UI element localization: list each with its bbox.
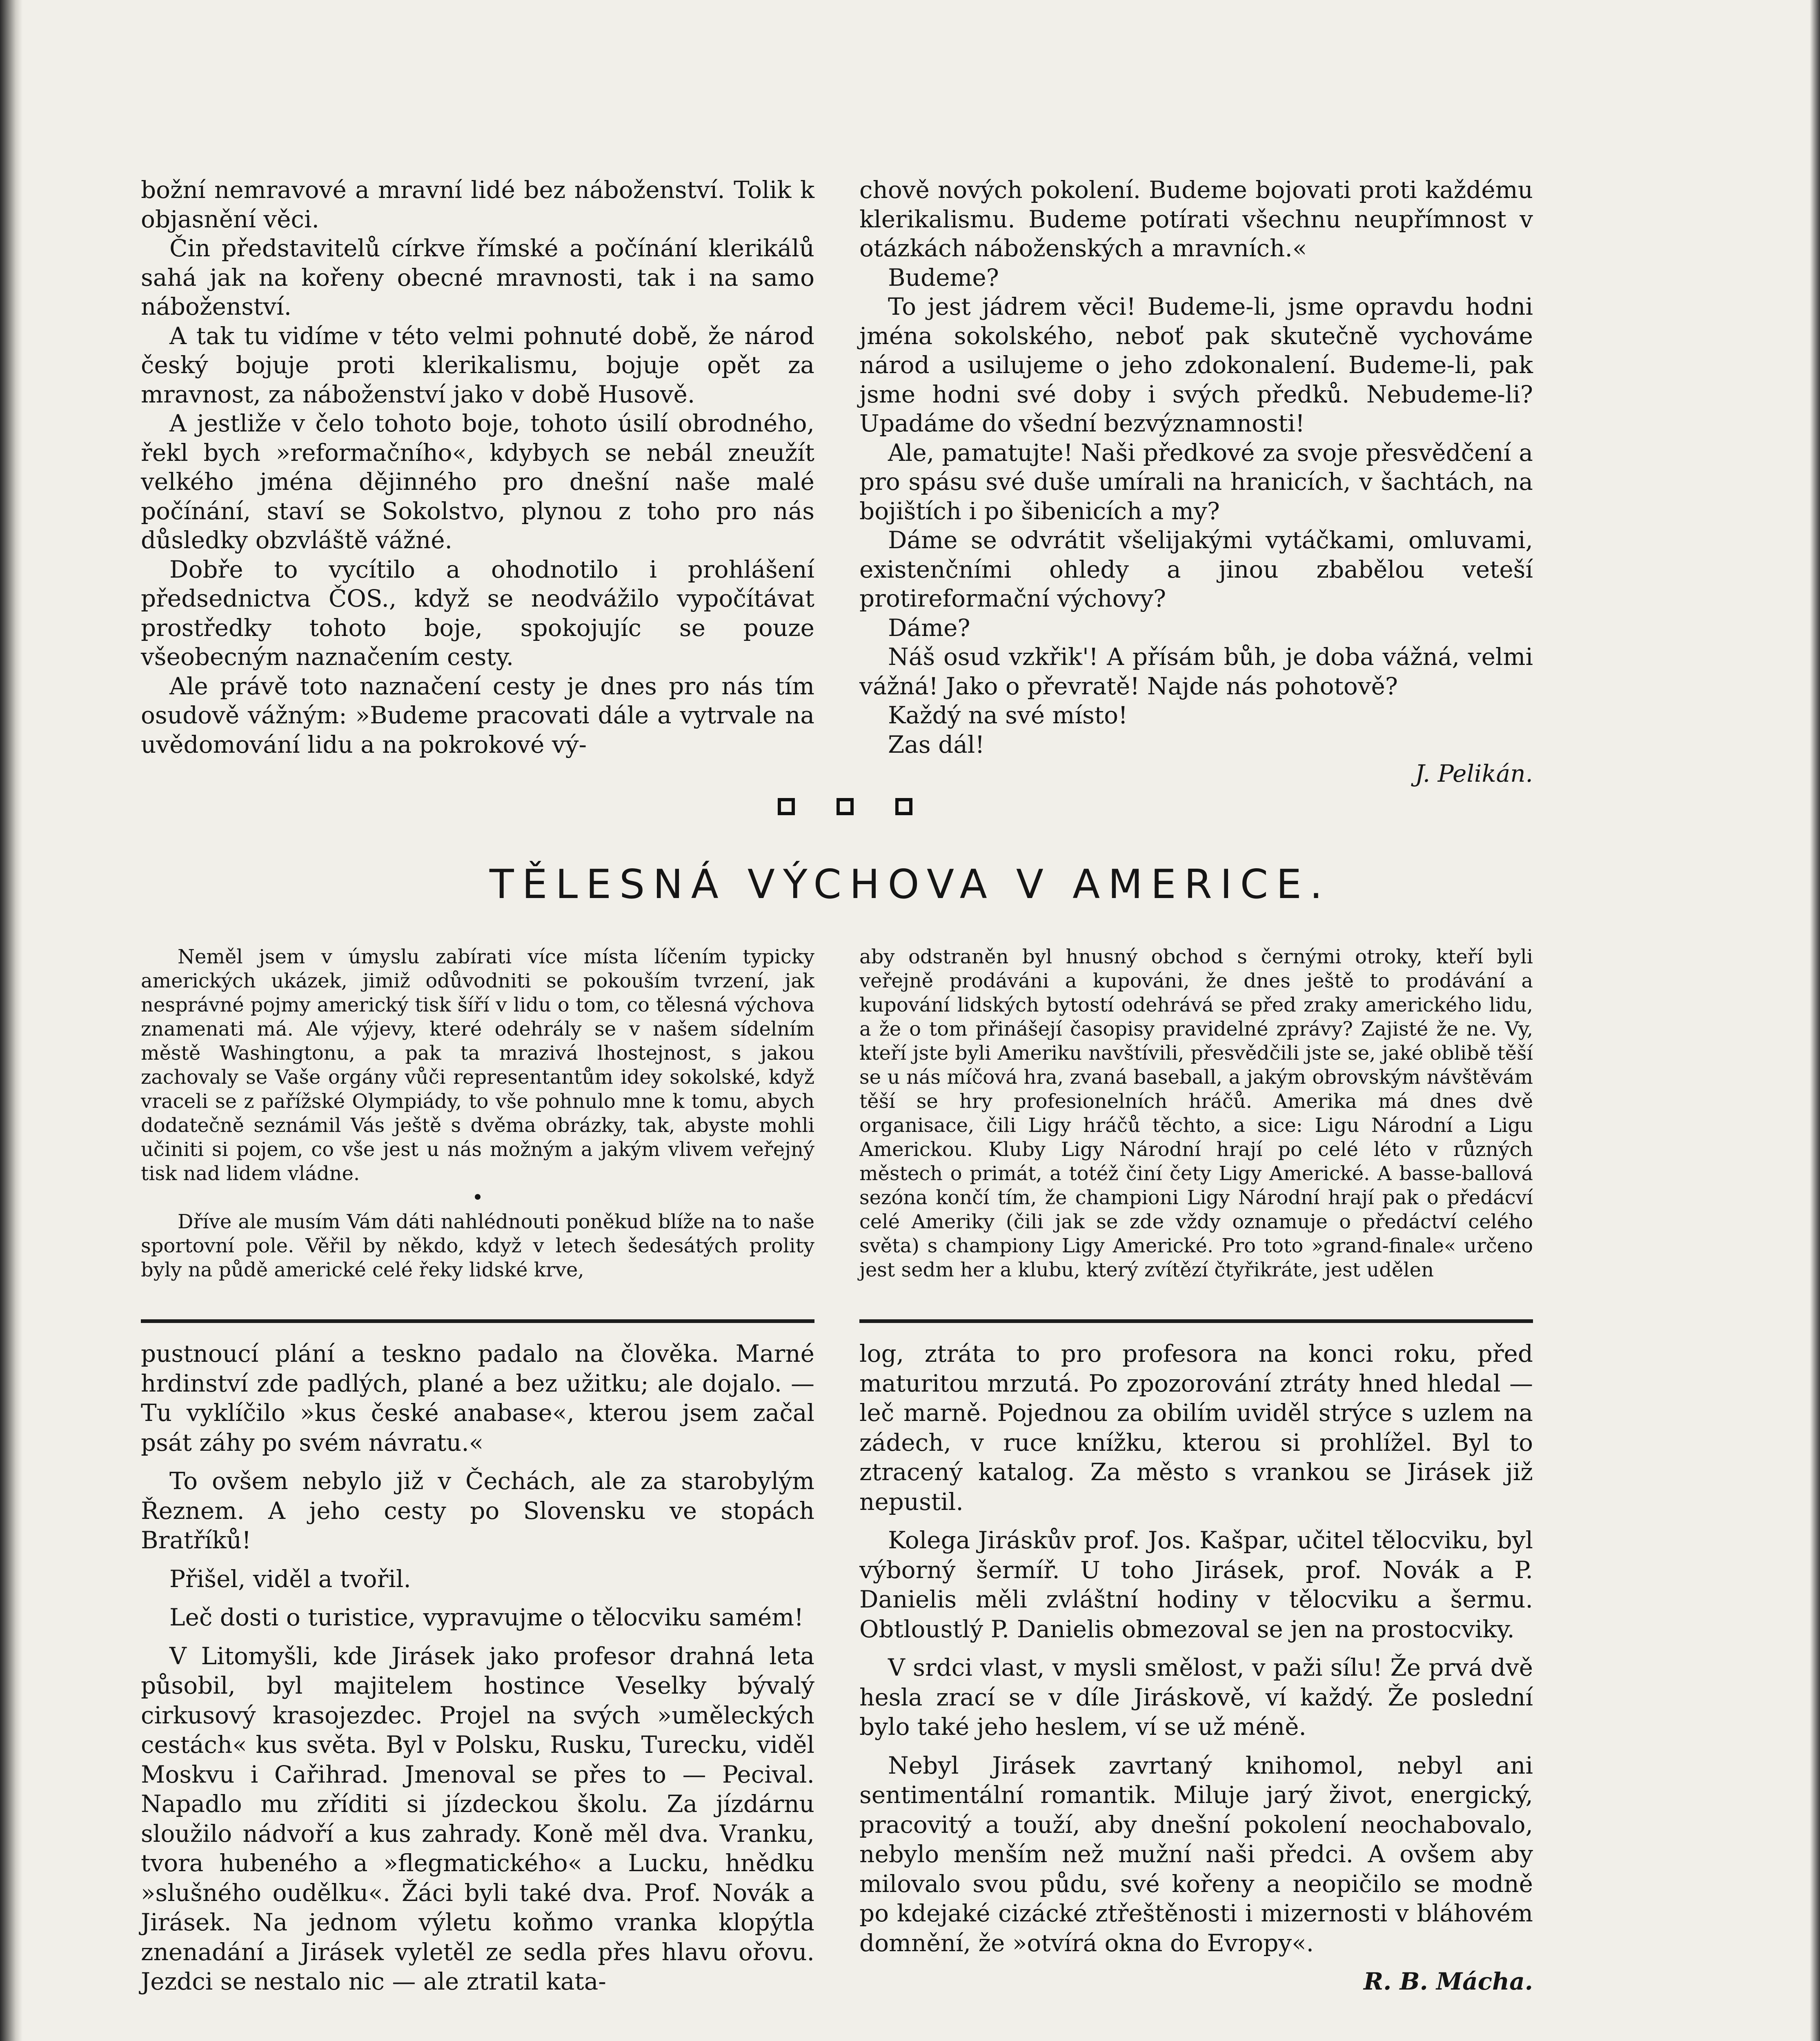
scan-edge-left bbox=[0, 0, 22, 2041]
paragraph: Budeme? bbox=[888, 263, 999, 291]
paragraph: Ale právě toto naznačení cesty je dnes pro nás tím osudově vážným: »Budeme pracovati dále a vytrvale na uvědomování lidu a na pokrokové vý- bbox=[141, 672, 814, 758]
paragraph: To jest jádrem věci! Budeme-li, jsme opravdu hodni jména sokolského, neboť pak skutečně vychováme národ a usilujeme o jeho zdokonalení. Budeme-li, pak jsme hodni své doby i svých předků. Nebudeme-li? Upadáme do všední bezvýznamnosti! bbox=[859, 293, 1533, 437]
paragraph: Čin představitelů církve římské a počínání klerikálů sahá jak na kořeny obecné mravnosti, tak i na samo náboženství. bbox=[141, 234, 814, 320]
paragraph: V srdci vlast, v mysli smělost, v paži sílu! Že prvá dvě hesla zrací se v díle Jiráskově, ví každý. Že poslední bylo také jeho heslem, ví se už méně. bbox=[859, 1654, 1533, 1741]
section3-right-column bbox=[859, 1339, 1533, 1995]
square-ornament-icon bbox=[837, 798, 854, 815]
paragraph: Nebyl Jirásek zavrtaný knihomol, nebyl ani sentimentální romantik. Miluje jarý život, energický, pracovitý a touží, aby dnešní pokolení neochabovalo, nebylo menším než mužní naši předci. A ovšem aby milovalo svou půdu, své kořeny a neopičilo se modně po kdejaké cizácké ztřeštěnosti i mizernosti v bláhovém domnění, že »otvírá okna do Evropy«. bbox=[859, 1751, 1533, 1957]
section3-left-column bbox=[141, 1339, 814, 1995]
author-signature: R. B. Mácha. bbox=[1363, 1968, 1533, 1995]
paragraph: Dáme se odvrátit všelijakými vytáčkami, omluvami, existenčními ohledy a jinou zbabělou veteší protireformační výchovy? bbox=[859, 526, 1533, 612]
paragraph: aby odstraněn byl hnusný obchod s černými otroky, kteří byli veřejně prodáváni a kupováni, že dnes ještě to prodávání a kupování lidských bytostí odehrává se před zraky amerického lidu, a že o tom přinášejí časopisy pravidelné zprávy? Zajisté že ne. Vy, kteří jste byli Ameriku navštívili, přesvědčili jste se, jaké oblibě těší se u nás míčová hra, zvaná baseball, a jakým obrovským návštěvám těší se hry profesionelních hráčů. Amerika má dnes dvě organisace, čili Ligy hráčů těchto, a sice: Ligu Národní a Ligu Americkou. Kluby Ligy Národní hrají po celé léto v různých městech o primát, a totéž činí čety Ligy Americké. A basse-ballová sezóna končí tím, že championi Ligy Národní hrají pak o předácví celé Ameriky (čili jak se zde vždy oznamuje o předáctví celého světa) s championy Ligy Americké. Pro toto »grand-finale« určeno jest sedm her a klubu, který zvítězí čtyřikráte, jest udělen bbox=[859, 945, 1533, 1281]
paragraph: chově nových pokolení. Budeme bojovati proti každému klerikalismu. Budeme potírati všechnu neupřímnost v otázkách náboženských a mravních.« bbox=[859, 176, 1533, 262]
horizontal-rule bbox=[859, 1319, 1533, 1323]
paragraph: Každý na své místo! bbox=[888, 701, 1128, 729]
paragraph: log, ztráta to pro profesora na konci roku, před maturitou mrzutá. Po zpozorování ztráty hned hledal — leč marně. Pojednou za obilím uviděl strýce s uzlem na zádech, v ruce knížku, kterou si prohlížel. Byl to ztracený katalog. Za město s vrankou se Jirásek již nepustil. bbox=[859, 1340, 1533, 1516]
section2-right-column bbox=[859, 945, 1533, 1296]
paragraph: Dáme? bbox=[888, 614, 970, 642]
paragraph: A jestliže v čelo tohoto boje, tohoto úsilí obrodného, řekl bych »reformačního«, kdybych se nebál zneužít velkého jména dějinného pro dnešní naše malé počínání, staví se Sokolstvo, plynou z toho pro nás důsledky obzvláště vážné. bbox=[141, 409, 814, 554]
paragraph: Ale, pamatujte! Naši předkové za svoje přesvědčení a pro spásu své duše umírali na hranicích, v šachtách, na bojištích i po šibenicích a my? bbox=[859, 438, 1533, 525]
paragraph: To ovšem nebylo již v Čechách, ale za starobylým Řeznem. A jeho cesty po Slovensku ve stopách Bratříků! bbox=[141, 1467, 814, 1554]
square-ornament-icon bbox=[778, 798, 795, 815]
paragraph: A tak tu vidíme v této velmi pohnuté době, že národ český bojuje proti klerikalismu, bojuje opět za mravnost, za náboženství jako v době Husově. bbox=[141, 322, 814, 408]
section-divider-squares bbox=[778, 798, 912, 822]
paragraph: Leč dosti o turistice, vypravujme o tělocviku samém! bbox=[169, 1603, 804, 1631]
square-ornament-icon bbox=[895, 798, 912, 815]
horizontal-rule bbox=[141, 1319, 814, 1323]
paragraph: Zas dál! bbox=[888, 730, 985, 758]
section2-left-column bbox=[141, 945, 814, 1296]
paragraph: Náš osud vzkřik'! A přísám bůh, je doba vážná, velmi vážná! Jako o převratě! Najde nás pohotově? bbox=[859, 643, 1533, 700]
paragraph: Neměl jsem v úmyslu zabírati více místa líčením typicky amerických ukázek, jimiž odůvodniti se pokouším tvrzení, jak nesprávné pojmy americký tisk šíří v lidu o tom, co tělesná výchova znamenati má. Ale výjevy, které odehrály se v našem sídelním městě Washingtonu, a pak ta mrazivá lhostejnost, s jakou zachovaly se Vaše orgány vůči representantům idey sokolské, když vraceli se z pařížské Olympiády, to vše pohnulo mne k tomu, abych dodatečně seznámil Vás ještě s dvěma obrázky, tak, abyste mohli učiniti si pojem, co vše jest u nás možným a jakým vlivem veřejný tisk nad lidem vládne. bbox=[141, 945, 814, 1185]
section1-left-column bbox=[141, 176, 814, 759]
author-signature: J. Pelikán. bbox=[1415, 760, 1533, 787]
paragraph: Dobře to vycítilo a ohodnotilo i prohlášení předsednictva ČOS., když se neodvážilo vypočítávat prostředky tohoto boje, spokojujíc se pouze všeobecným naznačením cesty. bbox=[141, 555, 814, 671]
paragraph: pustnoucí plání a teskno padalo na člověka. Marné hrdinství zde padlých, plané a bez užitku; ale dojalo. — Tu vyklíčilo »kus české anabase«, kterou jsem začal psát záhy po svém návratu.« bbox=[141, 1340, 814, 1456]
paragraph: božní nemravové a mravní lidé bez náboženství. Tolik k objasnění věci. bbox=[141, 176, 814, 233]
paragraph-separator: • bbox=[472, 1186, 484, 1209]
paragraph: Dříve ale musím Vám dáti nahlédnouti poněkud blíže na to naše sportovní pole. Věřil by někdo, když v letech šedesátých prolity byly na půdě americké celé řeky lidské krve, bbox=[141, 1210, 814, 1281]
paragraph: Přišel, viděl a tvořil. bbox=[169, 1565, 411, 1593]
article-title: TĚLESNÁ VÝCHOVA V AMERICE. bbox=[489, 861, 1331, 908]
scan-edge-right bbox=[1810, 0, 1820, 2041]
section1-right-column bbox=[859, 176, 1533, 787]
paragraph: V Litomyšli, kde Jirásek jako profesor drahná leta působil, byl majitelem hostince Veselky bývalý cirkusový krasojezdec. Projel na svých »uměleckých cestách« kus světa. Byl v Polsku, Rusku, Turecku, viděl Moskvu i Cařihrad. Jmenoval se přes to — Pecival. Napadlo mu zříditi si jízdeckou školu. Za jízdárnu sloužilo nádvoří a kus zahrady. Koně měl dva. Vranku, tvora hubeného a »flegmatického« a Lucku, hnědku »slušného oudělku«. Žáci byli také dva. Prof. Novák a Jirásek. Na jednom výletu koňmo vranka klopýtla znenadání a Jirásek vyletěl ze sedla přes hlavu ořovu. Jezdci se nestalo nic — ale ztratil kata- bbox=[141, 1642, 814, 1995]
paragraph: Kolega Jiráskův prof. Jos. Kašpar, učitel tělocviku, byl výborný šermíř. U toho Jirásek, prof. Novák a P. Danielis měli zvláštní hodiny v tělocviku a šermu. Obtloustlý P. Danielis obmezoval se jen na prostocviky. bbox=[859, 1526, 1533, 1643]
